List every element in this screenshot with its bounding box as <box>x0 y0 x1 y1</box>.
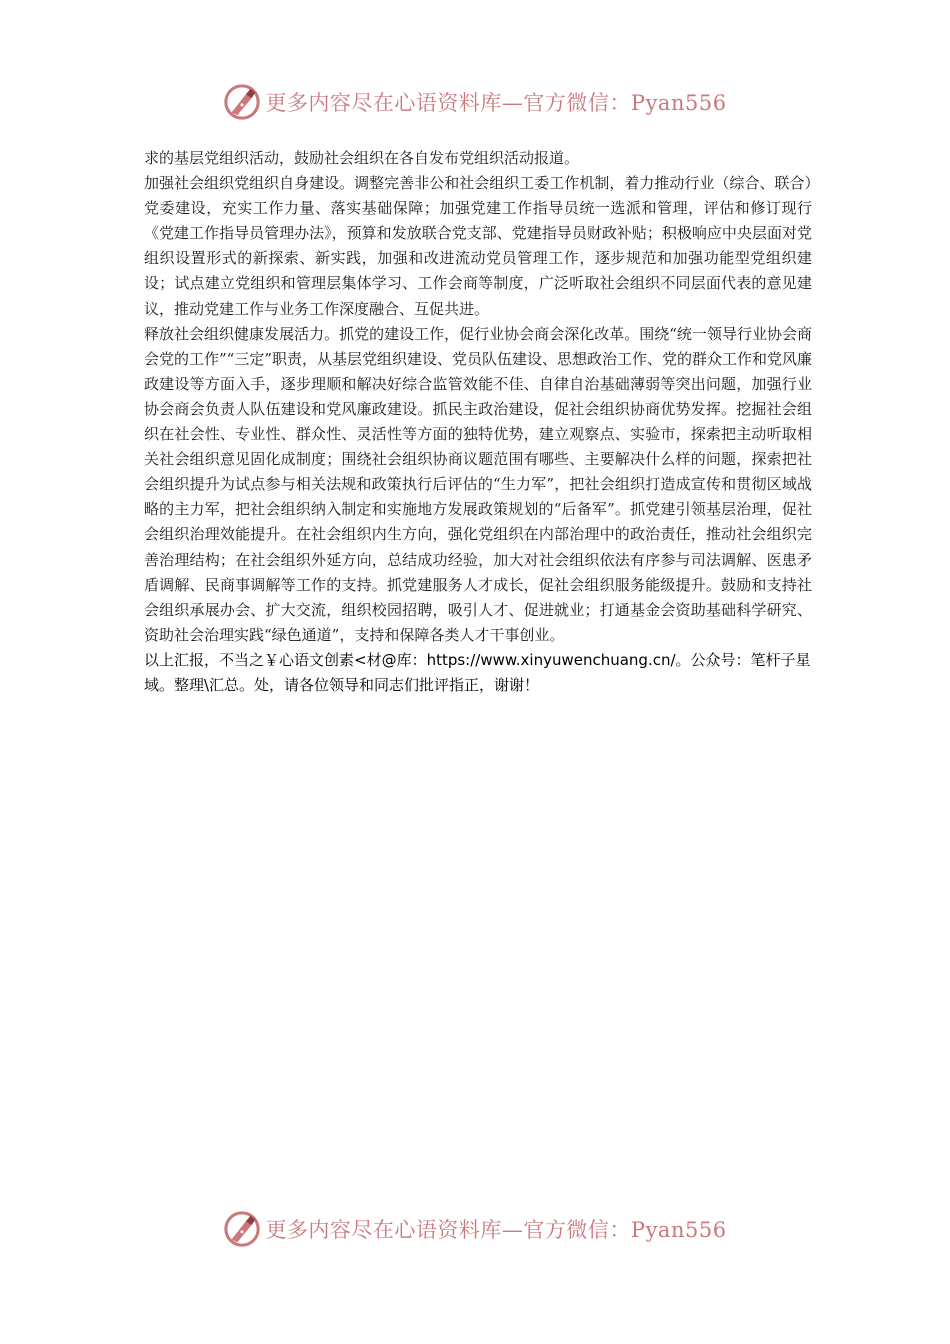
paragraph-development-vitality: 释放社会组织健康发展活力。抓党的建设工作，促行业协会商会深化改革。围绕“统一领导行业协会商会党的工作”“三定”职责，从基层党组织建设、党员队伍建设、思想政治工作、党的群众工作和党风廉政建设等方面入手，逐步理顺和解决好综合监管效能不佳、自律自治基础薄弱等突出问题，加强行业协会商会负责人队伍建设和党风廉政建设。抓民主政治建设，促社会组织协商优势发挥。挖掘社会组织在社会性、专业性、群众性、灵活性等方面的独特优势，建立观察点、实验市，探索把主动听取相关社会组织意见固化成制度；围绕社会组织协商议题范围有哪些、主要解决什么样的问题，探索把社会组织提升为试点参与相关法规和政策执行后评估的“生力军”，把社会组织打造成宣传和贯彻区域战略的主力军，把社会组织纳入制定和实施地方发展政策规划的“后备军”。抓党建引领基层治理，促社会组织治理效能提升。在社会组织内生方向，强化党组织在内部治理中的政治责任，推动社会组织完善治理结构；在社会组织外延方向，总结成功经验，加大对社会组织依法有序参与司法调解、医患矛盾调解、民商事调解等工作的支持。抓党建服务人才成长，促社会组织服务能级提升。鼓励和支持社会组织承展办会、扩大交流，组织校园招聘，吸引人才、促进就业；打通基金会资助基础科学研究、资助社会治理实践“绿色通道”，支持和保障各类人才干事创业。 <box>144 324 813 644</box>
header-banner <box>0 78 950 126</box>
pen-nib-logo-icon <box>223 83 261 121</box>
footer-banner-text: 更多内容尽在心语资料库—官方微信：Pyan556 <box>265 1218 727 1242</box>
document-body <box>144 146 812 698</box>
paragraph-self-building: 加强社会组织党组织自身建设。调整完善非公和社会组织工委工作机制，着力推动行业（综合、联合）党委建设，充实工作力量、落实基础保障；加强党建工作指导员统一选派和管理，评估和修订现行《党建工作指导员管理办法》，预算和发放联合党支部、党建指导员财政补贴；积极响应中央层面对党组织设置形式的新探索、新实践，加强和改进流动党员管理工作，逐步规范和加强功能型党组织建设；试点建立党组织和管理层集体学习、工作会商等制度，广泛听取社会组织不同层面代表的意见建议，推动党建工作与业务工作深度融合、互促共进。 <box>144 174 812 318</box>
closing-remarks: 以上汇报，不当之￥心语文创素<材@库：https://www.xinyuwenchuang.cn/。公众号：笔杆子星域。整理\汇总。处，请各位领导和同志们批评指正，谢谢！ <box>144 650 811 694</box>
footer-banner <box>0 1205 950 1253</box>
header-banner-text: 更多内容尽在心语资料库—官方微信：Pyan556 <box>265 91 727 115</box>
pen-nib-logo-icon <box>223 1210 261 1248</box>
paragraph-continuation: 求的基层党组织活动，鼓励社会组织在各自发布党组织活动报道。 <box>144 149 580 167</box>
